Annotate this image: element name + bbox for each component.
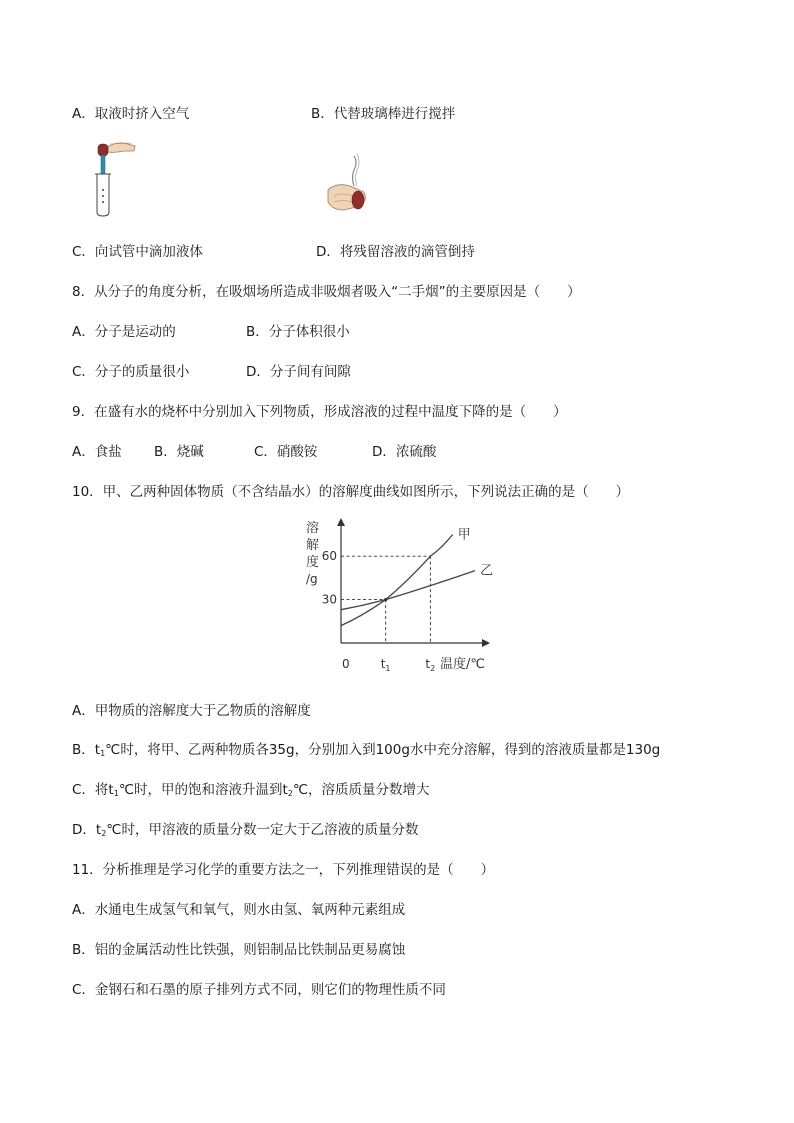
q10-option-b: B．$t_1℃$时，将甲、乙两种物质各35g，分别加入到100g水中充分溶解，得到的溶液质量都是130g	[72, 742, 661, 758]
series-label: 乙	[480, 563, 494, 579]
q10-stem: 10．甲、乙两种固体物质（不含结晶水）的溶解度曲线如图所示，下列说法正确的是（ ）	[72, 484, 630, 500]
solubility-curve-jia	[341, 535, 453, 626]
solubility-curve-chart	[298, 512, 498, 676]
y-tick-label: 30	[321, 592, 337, 607]
intersection-point	[384, 598, 387, 601]
dropper-bulb	[352, 191, 364, 209]
y-axis-label-char: 度	[306, 555, 320, 570]
q9-option-d: D．浓硫酸	[372, 444, 437, 460]
y-axis-label	[306, 520, 319, 586]
y-tick-label: 60	[321, 549, 337, 564]
q9-option-b: B．烧碱	[154, 444, 204, 460]
y-axis-label-char: /g	[306, 572, 318, 586]
y-axis-label-char: 解	[306, 538, 320, 553]
solubility-curve-yi	[341, 571, 475, 610]
q9-option-a: A．食盐	[72, 444, 122, 460]
q7-option-a: A．取液时挤入空气	[72, 106, 190, 122]
q10-option-d: D．$t_2℃$时，甲溶液的质量分数一定大于乙溶液的质量分数	[72, 822, 419, 838]
series-label: 甲	[457, 527, 471, 543]
q7-option-c: C．向试管中滴加液体	[72, 244, 203, 260]
q9-option-c: C．硝酸铵	[254, 444, 318, 460]
hand-graphic	[106, 143, 135, 152]
inverted-dropper-figure	[324, 152, 374, 218]
q11-option-c: C．金钢石和石墨的原子排列方式不同，则它们的物理性质不同	[72, 982, 446, 998]
x-tick-label: $t_2$	[425, 657, 436, 673]
origin-label: 0	[342, 657, 350, 671]
x-tick-label: $t_1$	[380, 657, 391, 673]
q11-stem: 11．分析推理是学习化学的重要方法之一，下列推理错误的是（ ）	[72, 862, 495, 878]
q8-option-d: D．分子间有间隙	[246, 364, 351, 380]
q10-option-a: A．甲物质的溶解度大于乙物质的溶解度	[72, 703, 311, 719]
q11-option-b: B．铝的金属活动性比铁强，则铝制品比铁制品更易腐蚀	[72, 942, 406, 958]
q10-option-c: C．将$t_1℃$时，甲的饱和溶液升温到$t_2℃$，溶质质量分数增大	[72, 782, 430, 798]
dropper-test-tube-figure	[88, 138, 138, 220]
q8-option-a: A．分子是运动的	[72, 324, 176, 340]
x-axis-label: 温度/℃	[440, 657, 485, 672]
dropper-bulb	[98, 144, 108, 156]
q11-option-a: A．水通电生成氢气和氧气，则水由氢、氧两种元素组成	[72, 902, 406, 918]
q7-option-d: D．将残留溶液的滴管倒持	[316, 244, 475, 260]
q8-option-b: B．分子体积很小	[246, 324, 350, 340]
y-axis-label-char: 溶	[306, 521, 320, 536]
q9-stem: 9．在盛有水的烧杯中分别加入下列物质，形成溶液的过程中温度下降的是（ ）	[72, 404, 567, 420]
q7-option-b: B．代替玻璃棒进行搅拌	[311, 106, 456, 122]
q8-option-c: C．分子的质量很小	[72, 364, 190, 380]
q8-stem: 8．从分子的角度分析，在吸烟场所造成非吸烟者吸入“二手烟”的主要原因是（ ）	[72, 284, 581, 300]
